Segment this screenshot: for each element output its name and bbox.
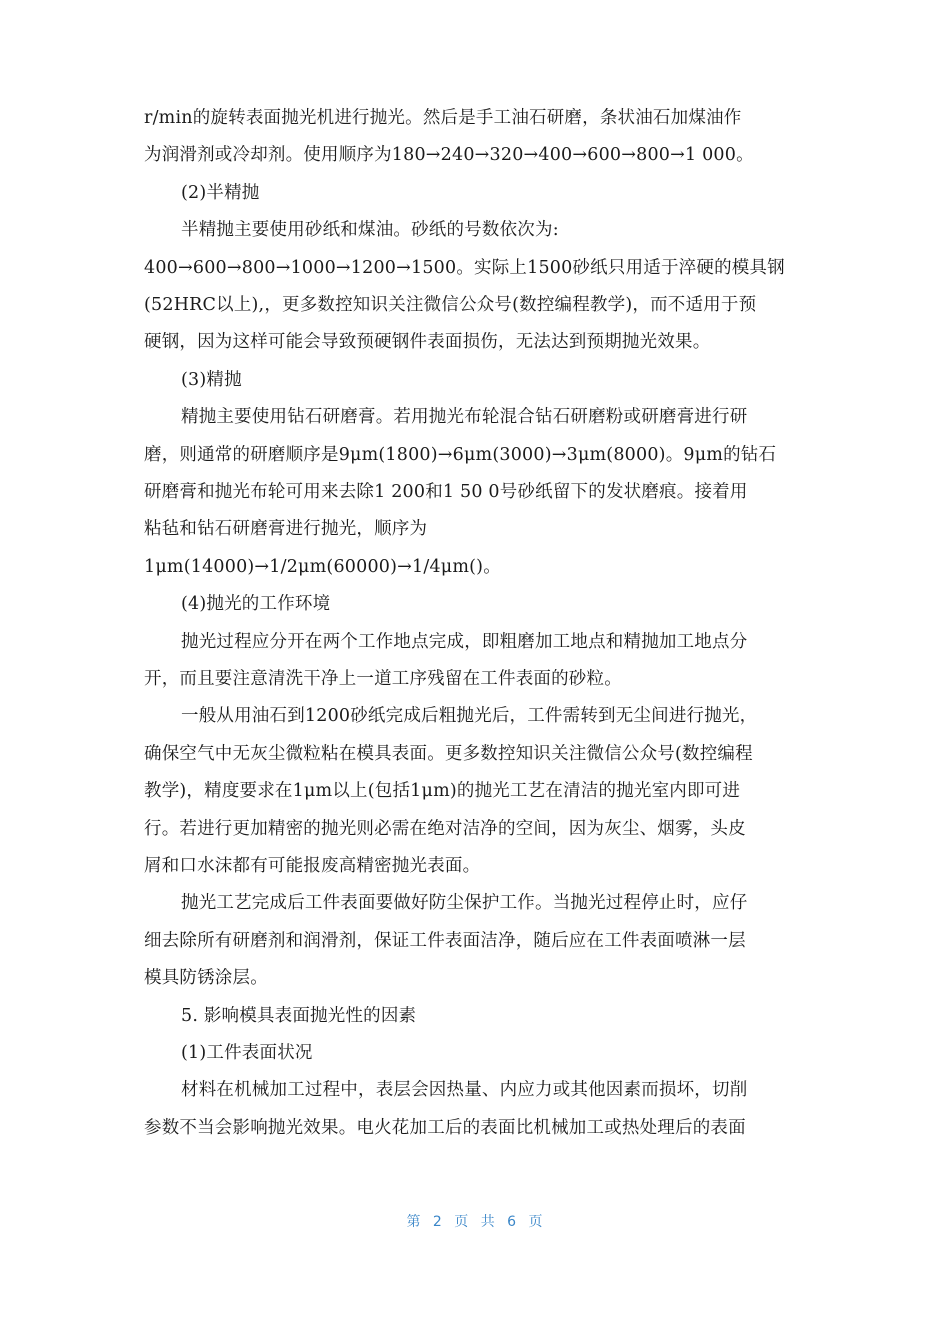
text-line: 一般从用油石到1200砂纸完成后粗抛光后，工件需转到无尘间进行抛光， [181, 706, 758, 726]
text-line: 半精抛主要使用砂纸和煤油。砂纸的号数依次为: [181, 220, 559, 240]
text-line: 磨，则通常的研磨顺序是9μm(1800)→6μm(3000)→3μm(8000)。9μm的钻石 [144, 445, 777, 465]
text-line: 参数不当会影响抛光效果。电火花加工后的表面比机械加工或热处理后的表面 [144, 1118, 746, 1138]
text-line: (1)工件表面状况 [181, 1043, 313, 1063]
text-line: 确保空气中无灰尘微粒粘在模具表面。更多数控知识关注微信公众号(数控编程 [144, 744, 753, 764]
page-footer: 第 2 页 共 6 页 [406, 1214, 544, 1230]
text-line: 抛光过程应分开在两个工作地点完成，即粗磨加工地点和精抛加工地点分 [181, 632, 748, 652]
text-line: 材料在机械加工过程中，表层会因热量、内应力或其他因素而损坏，切削 [181, 1080, 748, 1100]
text-line: 抛光工艺完成后工件表面要做好防尘保护工作。当抛光过程停止时，应仔 [181, 893, 748, 913]
text-line: 精抛主要使用钻石研磨膏。若用抛光布轮混合钻石研磨粉或研磨膏进行研 [181, 407, 748, 427]
text-line: (4)抛光的工作环境 [181, 594, 331, 614]
text-line: 1μm(14000)→1/2μm(60000)→1/4μm()。 [144, 557, 501, 577]
text-line: 400→600→800→1000→1200→1500。实际上1500砂纸只用适于淬硬的模具钢 [144, 258, 785, 278]
text-line: (2)半精抛 [181, 183, 260, 203]
text-line: 模具防锈涂层。 [144, 968, 268, 988]
text-line: 粘毡和钻石研磨膏进行抛光，顺序为 [144, 519, 428, 539]
text-line: 硬钢，因为这样可能会导致预硬钢件表面损伤，无法达到预期抛光效果。 [144, 332, 711, 352]
text-line: 教学)，精度要求在1μm以上(包括1μm)的抛光工艺在清洁的抛光室内即可进 [144, 781, 741, 801]
text-line: 开，而且要注意清洗干净上一道工序残留在工件表面的砂粒。 [144, 669, 622, 689]
text-line: r/min的旋转表面抛光机进行抛光。然后是手工油石研磨，条状油石加煤油作 [144, 108, 742, 128]
text-line: 为润滑剂或冷却剂。使用顺序为180→240→320→400→600→800→1 000。 [144, 145, 754, 165]
text-line: 屑和口水沫都有可能报废高精密抛光表面。 [144, 856, 481, 876]
text-line: (3)精抛 [181, 370, 242, 390]
text-line: 行。若进行更加精密的抛光则必需在绝对洁净的空间，因为灰尘、烟雾，头皮 [144, 819, 746, 839]
text-line: 研磨膏和抛光布轮可用来去除1 200和1 50 0号砂纸留下的发状磨痕。接着用 [144, 482, 748, 502]
text-line: (52HRC以上),，更多数控知识关注微信公众号(数控编程教学)，而不适用于预 [144, 295, 757, 315]
text-line: 细去除所有研磨剂和润滑剂，保证工件表面洁净，随后应在工件表面喷淋一层 [144, 931, 746, 951]
text-line: 5. 影响模具表面抛光性的因素 [181, 1006, 417, 1026]
